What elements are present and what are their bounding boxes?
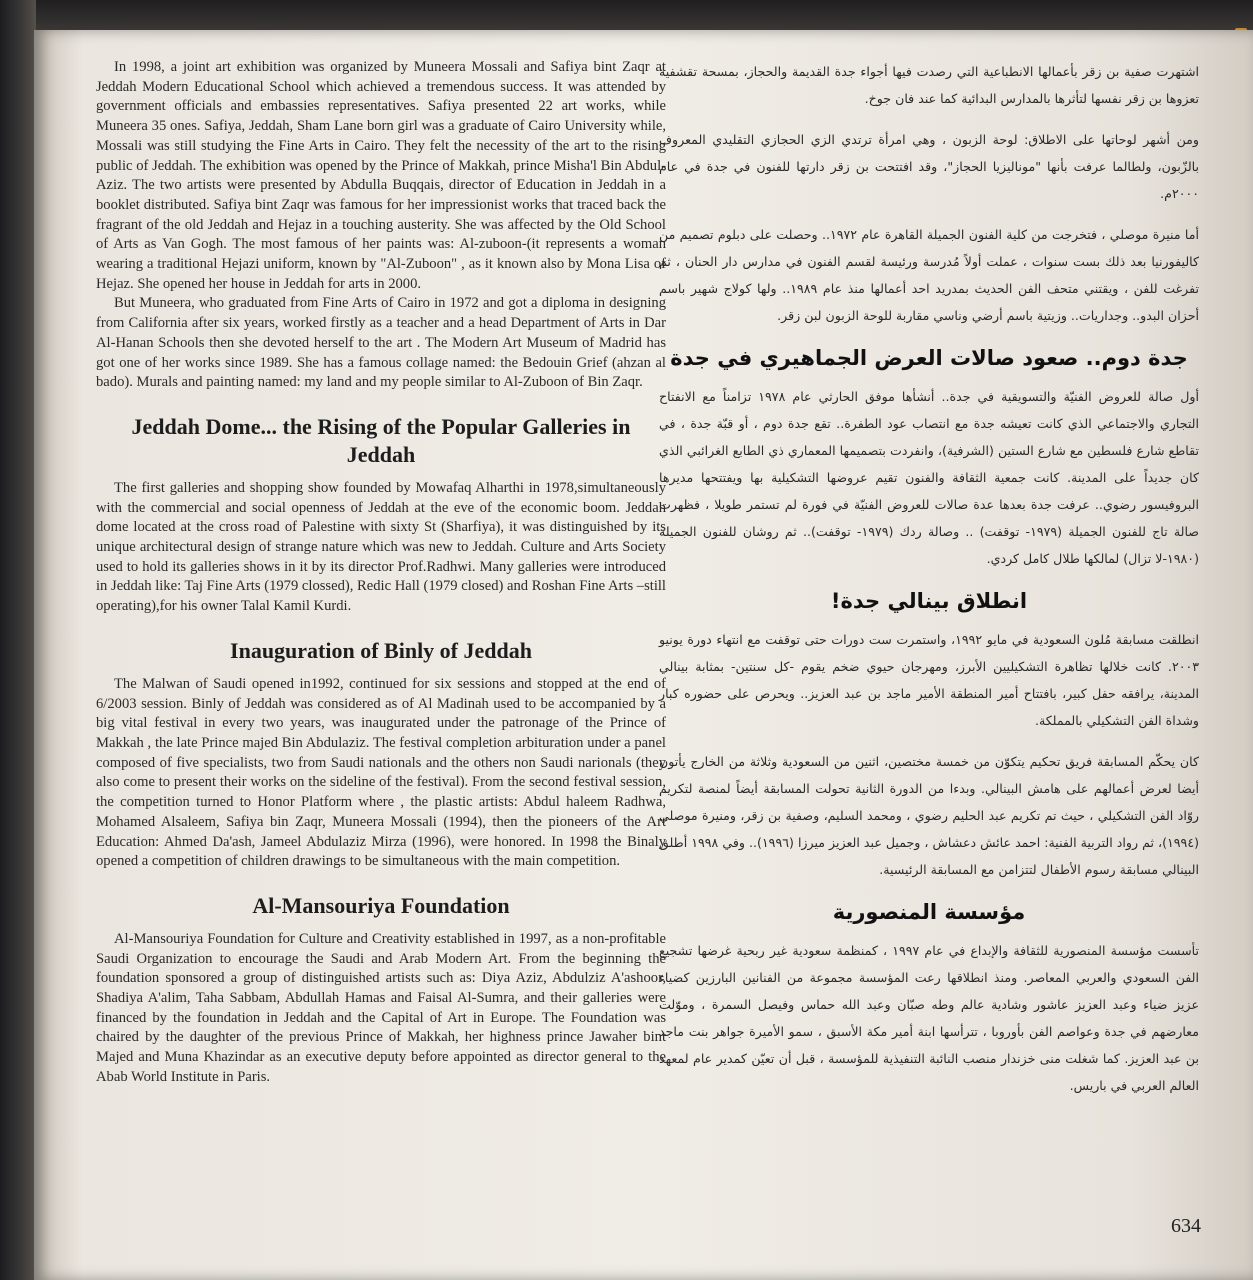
arabic-paragraph-muneera: أما منيرة موصلي ، فتخرجت من كلية الفنون الجميلة القاهرة عام ١٩٧٢.. وحصلت على دبلوم تصميم من كاليفورنيا بعد ذلك بست سنوات ، عملت أولاً مُدرسة ورئيسة لقسم الفنون في مدارس دار الحنان ، ثم تفرغت للفن ، ويقتني متحف الفن الحديث بمدريد احد أعمالها منذ عام ١٩٨٩.. ولها كولاج شهير باسم أحزان البدو.. وجداريات.. وزيتية باسم أرضي وناسي مقاربة للوحة الزبون لبن زقر. (659, 227, 1199, 323)
arabic-paragraph-mansouriya: تأسست مؤسسة المنصورية للثقافة والإبداع في عام ١٩٩٧ ، كمنظمة سعودية غير ربحية غرضها تشجيع الفن السعودي والعربي المعاصر. ومنذ انطلاقها رعت المؤسسة مجموعة من الفنانين البارزين كضياء عزيز ضياء وعبد العزيز عاشور وشادية عالم وطه صبّان وعبد الله حماس وفيصل السمرة ، وموّلت معارضهم في جدة وعواصم الفن بأوروبا ، تترأسها ابنة أمير مكة الأسبق ، سمو الأميرة جواهر بنت ماجد بن عبد العزيز. كما شغلت منى خزندار منصب النائبة التنفيذية للمؤسسة ، قبل أن تعيّن كمدير عام لمعهد العالم العربي في باريس. (659, 943, 1199, 1093)
arabic-paragraph-zuboon: ومن أشهر لوحاتها على الاطلاق: لوحة الزبون ، وهي امرأة ترتدي الزي الحجازي التقليدي المعروف بالزّبون، ولطالما عرفت بأنها "موناليزيا الحجاز"، وقد افتتحت بن زقر دارتها للفنون في جدة في عام ٢٠٠٠م. (659, 132, 1199, 201)
arabic-paragraph-binly: انطلقت مسابقة مُلون السعودية في مايو ١٩٩٢، واستمرت ست دورات حتى توقفت مع انتهاء دورة يونيو ٢٠٠٣. كانت خلالها تظاهرة التشكيليين الأبرز، ومهرجان حيوي ضخم يقوم -كل سنتين- بمثابة بينالي المدينة، يرافقه حفل كبير، بافتتاح أمير المنطقة الأمير ماجد بن عبد العزيز.. ويحرص على حضوره كبار وشداة الفن التشكيلي بالمملكة. (659, 632, 1199, 728)
arabic-heading-binly: انطلاق بينالي جدة! (830, 589, 1028, 613)
book-top-edge (36, 0, 1253, 32)
english-paragraph-exhibition: In 1998, a joint art exhibition was organized by Muneera Mossali and Safiya bint Zaqr at Jeddah Modern Educational School which achieved a tremendous success. It was attended by government officials and embassies representatives. Safiya presented 22 art works, while Muneera 35 ones. Safiya, Jeddah, Sham Lane born girl was a graduate of Cairo University while, Mossali was still studying the Fine Arts in Cairo. They felt the necessity of the art to the rising public of Jeddah. The exhibition was opened by the Prince of Makkah, prince Misha'l Bin Abdul-Aziz. The two artists were presented by Abdulla Buqqais, director of Education in Jeddah in a booklet distributed. Safiya bint Zaqr was famous for her impressionist works that traced back the fragrant of the old Jeddah and Hejaz in a touching austerity. She was affected by the Old School of Arts as Van Gogh. The most famous of her paints was: Al-zuboon-(it represents a woman wearing a traditional Hejazi uniform, known by "Al-Zuboon" , as it known also by Mona Lisa of Hejaz. She opened her house in Jeddah for arts in 2000. (96, 59, 666, 292)
english-paragraph-galleries: The first galleries and shopping show founded by Mowafaq Alharthi in 1978,simultaneously with the commercial and social openness of Jeddah at the eve of the economic boom. Jeddah dome located at the cross road of Palestine with sixty St (Sharfiya), it was distinguished by its unique architectural design of strange nature which was new to Jeddah. Culture and Arts Society used to hold its galleries shows in it by its director Prof.Radhwi. Many galleries were introduced in Jeddah like: Taj Fine Arts (1979 clossed), Redic Hall (1979 closed) and Roshan Fine Arts –still operating),for his owner Talal Kamil Kurdi. (96, 479, 666, 615)
english-column (96, 58, 666, 1088)
english-paragraph-muneera: But Muneera, who graduated from Fine Arts of Cairo in 1972 and got a diploma in designing from California after six years, worked firstly as a teacher and a head Department of Arts in Dar Al-Hanan Schools then she devoted herself to the art . The Modern Art Museum of Madrid has got one of her works since 1989. She has a famous collage named: the Bedouin Grief (ahzan al bado). Murals and painting named: my land and my people similar to Al-Zuboon of Bin Zaqr. (96, 295, 666, 391)
book-spine-edge (0, 0, 36, 1280)
heading-jeddah-dome: Jeddah Dome... the Rising of the Popular Galleries in Jeddah (131, 413, 631, 467)
arabic-paragraph-safiya: اشتهرت صفية بن زقر بأعمالها الانطباعية التي رصدت فيها أجواء جدة القديمة والحجاز، بمسحة تقشفية تعزوها بن زقر نفسها لتأثرها بالمدارس البدائية كما عند فان جوخ. (659, 64, 1199, 106)
arabic-heading-mansouriya: مؤسسة المنصورية (832, 900, 1026, 924)
english-paragraph-binly: The Malwan of Saudi opened in1992, continued for six sessions and stopped at the end of 6/2003 session. Binly of Jeddah was considered as of Al Madinah used to be accompanied by a big vital festival in every two years, was inaugurated under the patronage of the Prince of Makkah , the late Prince majed Bin Abdulaziz. The festival completion arbituration under a panel composed of five specialists, two from Saudi nationals and the others non Saudi narionals (they also come to present their works on the sideline of the festival). From the second festival session, the competition turned to Honor Platform where , the plastic artists: Abdul haleem Radhwa, Mohamed Alsaleem, Safiya bin Zaqr, Muneera Mossali (1994), then the pioneers of the Art Education: Ahmed Da'ash, Jameel Abdulaziz Mirza (1996), were honored. In 1998 the Binaly opened a competition of children drawings to be simultaneous with the main competition. (96, 675, 666, 870)
arabic-heading-jeddah-dome: جدة دوم.. صعود صالات العرض الجماهيري في جدة (670, 346, 1188, 370)
book-page (34, 30, 1253, 1280)
page-number: 634 (1171, 1215, 1201, 1237)
arabic-paragraph-jury: كان يحكّم المسابقة فريق تحكيم يتكوّن من خمسة مختصين، اثنين من السعودية وثلاثة من الخارج يأتون أيضا لعرض أعمالهم على هامش البينالي. وبدءا من الدورة الثانية تحولت المسابقة أيضاً لمنصة لتكريم روّاد الفن التشكيلي ، حيث تم تكريم عبد الحليم رضوي ، ومحمد السليم، وصفية بن زقر، ومنيرة موصلي (١٩٩٤)، ثم رواد التربية الفنية: احمد عائش دعشاش ، وجميل عبد العزيز ميرزا (١٩٩٦).. وفي ١٩٩٨ أطلق البينالي مسابقة رسوم الأطفال لتتزامن مع المسابقة الرئيسية. (659, 754, 1200, 877)
arabic-paragraph-galleries: أول صالة للعروض الفنيّة والتسويقية في جدة.. أنشأها موفق الحارثي عام ١٩٧٨ تزامناً مع الانفتاح التجاري والاجتماعي الذي كانت تعيشه جدة مع انتصاب عود الطفرة.. تقع جدة دوم ، أو قبّة جدة ، في تقاطع شارع فلسطين مع شارع الستين (الشرفية)، وانفردت بتصميمها المعماري ذي الطابع الغرائبي الذي كان جديداً على المدينة. كانت جمعية الثقافة والفنون تقيم عروضها التشكيلية بها ويفتتحها مديرها البروفيسور رضوي.. عرفت جدة بعدها عدة صالات للعروض الفنيّة في فورة لم تستمر طويلا ، فظهرت صالة تاج للفنون الجميلة (١٩٧٩- توقفت) .. وصالة ردك (١٩٧٩- توقفت).. ثم روشان للفنون الجميلة (١٩٨٠-لا تزال) لمالكها طلال كامل كردي. (659, 389, 1199, 566)
english-paragraph-mansouriya: Al-Mansouriya Foundation for Culture and Creativity established in 1997, as a non-profitable Saudi Organization to encourage the Saudi and Arab Modern Art. From the beginning the foundation sponsored a group of distinguished artists such as: Diya Aziz, Abdulziz A'ashoor, Shadiya A'alim, Taha Sabbam, Abdullah Hamas and Faisal Al-Sumra, and their galleries were financed by the foundation in Jeddah and the Capital of Art in Europe. The Foundation was chaired by the daughter of the previous Prince of Makkah, her highness prince Jawaher bint Majed and Muna Khazindar as an executive deputy before appointed as director general to the Abab World Institute in Paris. (96, 930, 666, 1085)
arabic-column (659, 58, 1199, 1113)
heading-mansouriya-foundation: Al-Mansouriya Foundation (252, 892, 510, 918)
heading-binly-of-jeddah: Inauguration of Binly of Jeddah (230, 637, 532, 663)
